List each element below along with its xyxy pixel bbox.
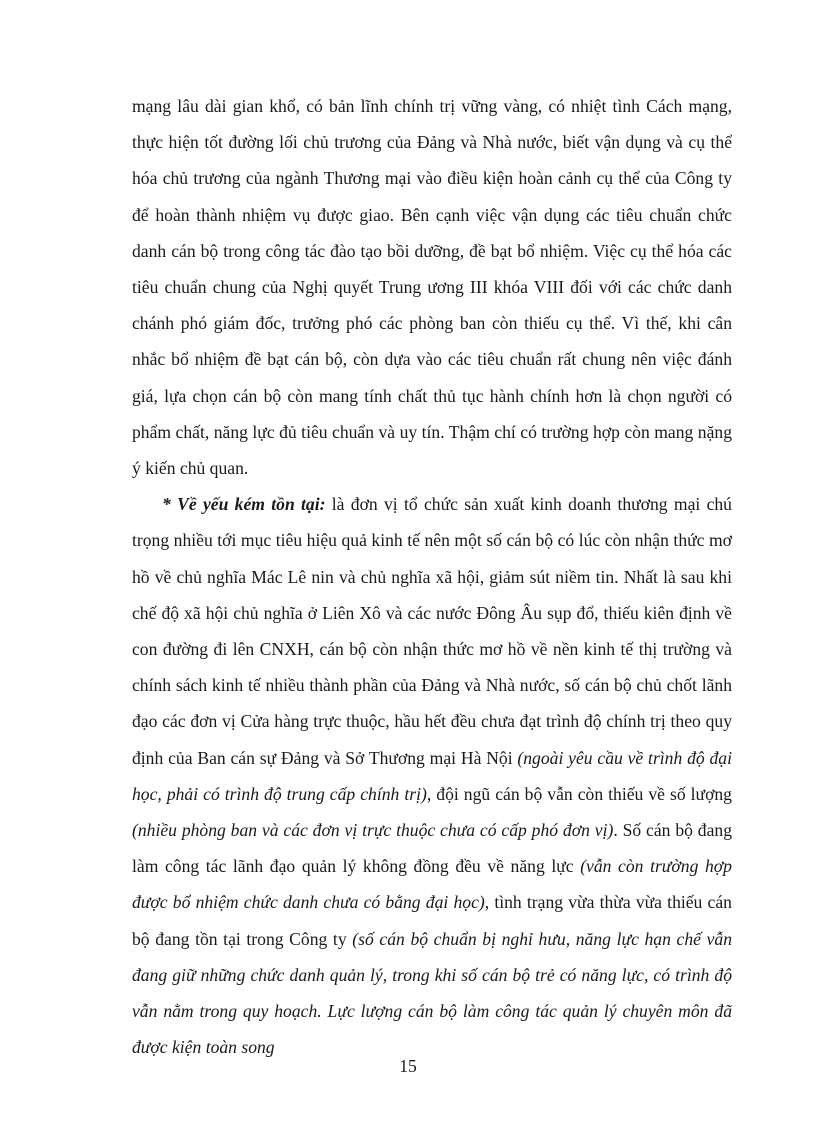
italic-note: (nhiều phòng ban và các đơn vị trực thuộc chưa có cấp phó đơn vị) <box>132 820 614 841</box>
paragraph-1: mạng lâu dài gian khổ, có bản lĩnh chính trị vững vàng, có nhiệt tình Cách mạng, thực hiện tốt đường lối chủ trương của Đảng và Nhà nước, biết vận dụng và cụ thể hóa chủ trương của ngành Thương mại vào điều kiện hoàn cảnh cụ thể của Công ty để hoàn thành nhiệm vụ được giao. Bên cạnh việc vận dụng các tiêu chuẩn chức danh cán bộ trong công tác đào tạo bồi dưỡng, đề bạt bổ nhiệm. Việc cụ thể hóa các tiêu chuẩn chung của Nghị quyết Trung ương III khóa VIII đối với các chức danh chánh phó giám đốc, trưởng phó các phòng ban còn thiếu cụ thể. Vì thế, khi cân nhắc bổ nhiệm đề bạt cán bộ, còn dựa vào các tiêu chuẩn rất chung nên việc đánh giá, lựa chọn cán bộ còn mang tính chất thủ tục hành chính hơn là chọn người có phẩm chất, năng lực đủ tiêu chuẩn và uy tín. Thậm chí có trường hợp còn mang nặng ý kiến chủ quan. <box>132 96 732 479</box>
page-number: 15 <box>399 1056 417 1076</box>
text-run: là đơn vị tổ chức sản xuất kinh doanh thương mại chú trọng nhiều tới mục tiêu hiệu quả kinh tế nên một số cán bộ có lúc còn nhận thức mơ hồ về chủ nghĩa Mác Lê nin và chủ nghĩa xã hội, giảm sút niềm tin. Nhất là sau khi chế độ xã hội chủ nghĩa ở Liên Xô và các nước Đông Âu sụp đổ, thiếu kiên định về con đường đi lên CNXH, cán bộ còn nhận thức mơ hồ về nền kinh tế thị trường và chính sách kinh tế nhiều thành phần của Đảng và Nhà nước, số cán bộ chủ chốt lãnh đạo các đơn vị Cửa hàng trực thuộc, hầu hết đều chưa đạt trình độ chính trị theo quy định của Ban cán sự Đảng và Sở Thương mại Hà Nội <box>132 494 732 768</box>
italic-note: (số cán bộ chuẩn bị nghỉ hưu, năng lực hạn chế vẫn đang giữ những chức danh quản lý, trong khi số cán bộ trẻ có năng lực, có trình độ vẫn nằm trong quy hoạch. Lực lượng cán bộ làm công tác quản lý chuyên môn đã được kiện toàn song <box>132 928 732 1058</box>
paragraph-2 <box>132 486 732 1065</box>
body-text <box>132 88 732 1065</box>
text-run: . Số cán bộ đang làm công tác lãnh đạo quản lý không đồng đều về năng lực <box>132 820 732 877</box>
section-heading: * Về yếu kém tồn tại: <box>162 494 326 515</box>
italic-note: (vẫn còn trường hợp được bổ nhiệm chức danh chưa có bằng đại học) <box>132 856 732 913</box>
text-run: , đội ngũ cán bộ vẫn còn thiếu về số lượng <box>426 783 732 804</box>
text-run: , tình trạng vừa thừa vừa thiếu cán bộ đang tồn tại trong Công ty <box>132 892 732 949</box>
italic-note: (ngoài yêu cầu về trình độ đại học, phải có trình độ trung cấp chính trị) <box>132 747 732 804</box>
